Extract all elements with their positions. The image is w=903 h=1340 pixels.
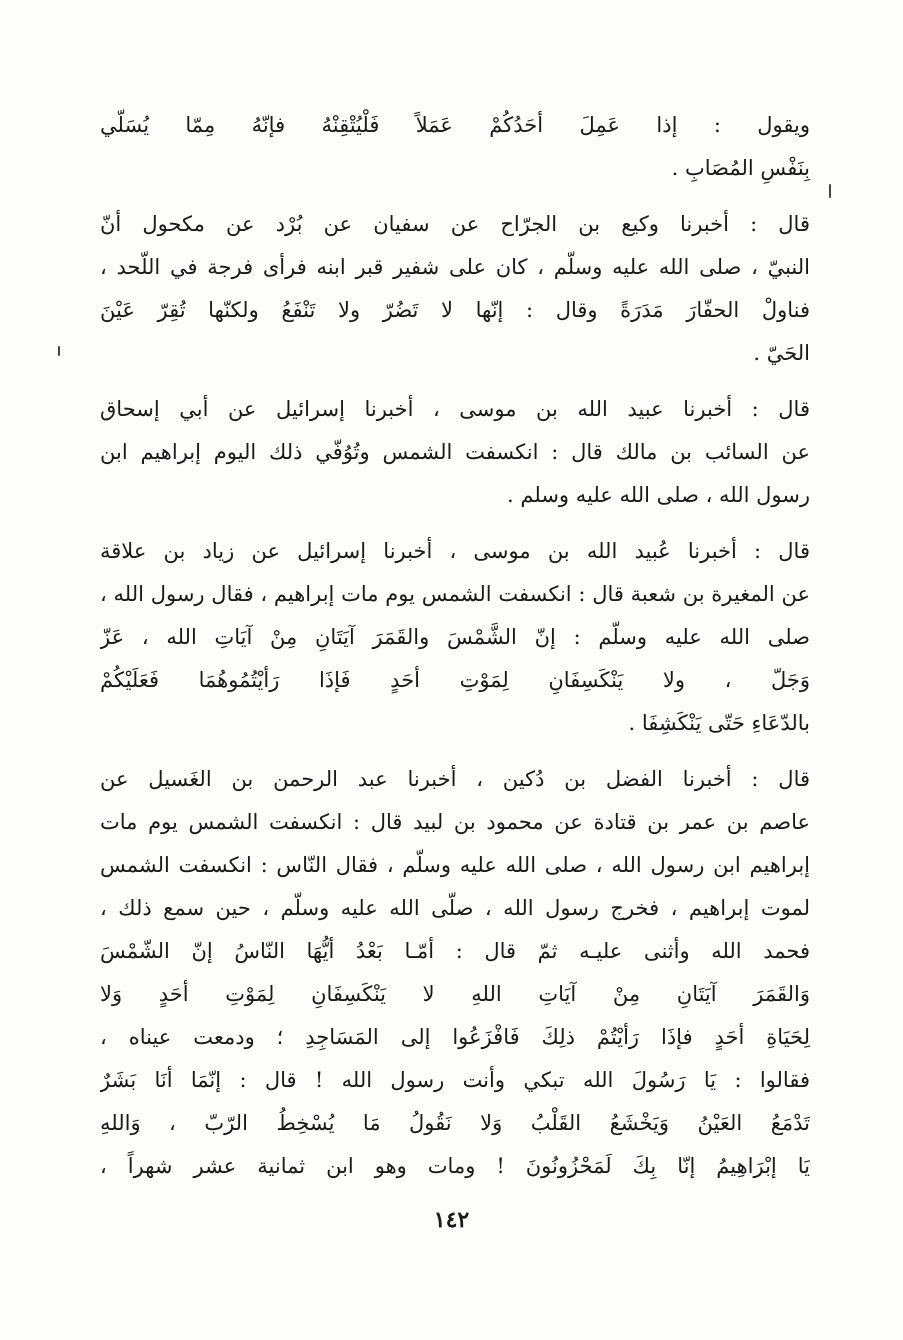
text-line: رسول الله ، صلى الله عليه وسلم . <box>507 483 810 507</box>
text-line: إبراهيم ابن رسول الله ، صلى الله عليه وسلّم ، فقال النّاس : انكسفت الشمس <box>100 853 810 877</box>
scan-speck <box>58 346 60 356</box>
text-line: يَا إبْرَاهِيمُ إنّا بِكَ لَمَحْزُونُونَ ! ومات وهو ابن ثمانية عشر شهراً ، <box>100 1154 810 1178</box>
text-line: عن المغيرة بن شعبة قال : انكسفت الشمس يوم مات إبراهيم ، فقال رسول الله ، <box>100 582 810 606</box>
text-line: تَدْمَعُ العَيْنُ وَيَخْشَعُ القَلْبُ وَلا نَقُولُ مَا يُسْخِطُ الرّبّ ، وَاللهِ <box>100 1111 810 1135</box>
scan-speck <box>829 184 831 198</box>
page-number: ١٤٢ <box>433 1207 470 1233</box>
text-line: لِحَيَاةِ أحَدٍ فإذَا رَأيْتُمْ ذلِكَ فَافْزَعُوا إلى المَسَاجِدِ ؛ ودمعت عيناه ، <box>100 1025 810 1049</box>
page-body-text <box>100 104 810 1201</box>
text-line: فحمد الله وأثنى عليـه ثمّ قال : أمّـا بَعْدُ أيُّهَا النّاسُ إنّ الشّمْسَ <box>100 939 810 963</box>
text-line: صلى الله عليه وسلّم : إنّ الشَّمْسَ والقَمَرَ آيَتَانِ مِنْ آيَاتِ الله ، عَزّ <box>100 625 810 649</box>
text-line: عاصم بن عمر بن قتادة عن محمود بن لبيد قال : انكسفت الشمس يوم مات <box>100 810 810 834</box>
text-line: ويقول : إذا عَمِلَ أحَدُكُمْ عَمَلاً فَلْيُتْقِنْهُ فإنّهُ مِمّا يُسَلّي <box>100 113 810 137</box>
paragraph <box>100 530 810 745</box>
text-line: قال : أخبرنا عُبيد الله بن موسى ، أخبرنا إسرائيل عن زياد بن علاقة <box>100 539 810 563</box>
text-line: بِنَفْسِ المُصَابِ . <box>671 156 810 180</box>
text-line: عن السائب بن مالك قال : انكسفت الشمس وتُوُفّي ذلك اليوم إبراهيم ابن <box>100 440 810 464</box>
text-line: النبيّ ، صلى الله عليه وسلّم ، كان على شفير قبر ابنه فرأى فرجة في اللّحد ، <box>100 255 810 279</box>
paragraph <box>100 758 810 1188</box>
paragraph <box>100 104 810 190</box>
text-line: الحَيّ . <box>753 341 810 365</box>
paragraph <box>100 203 810 375</box>
text-line: فناولْ الحفّارَ مَدَرَةً وقال : إنّها لا تَضُرّ ولا تَنْفَعُ ولكنّها تُقِرّ عَيْنَ <box>100 298 810 322</box>
text-line: لموت إبراهيم ، فخرج رسول الله ، صلّى الله عليه وسلّم ، حين سمع ذلك ، <box>100 896 810 920</box>
text-line: وَالقَمَرَ آيَتَانِ مِنْ آيَاتِ اللهِ لا يَنْكَسِفَانِ لِمَوْتِ أحَدٍ وَلا <box>100 982 810 1006</box>
text-line: قال : أخبرنا عبيد الله بن موسى ، أخبرنا إسرائيل عن أبي إسحاق <box>100 397 810 421</box>
text-line: بالدّعَاءِ حَتّى يَنْكَشِفَا . <box>628 711 810 735</box>
text-line: وَجَلّ ، ولا يَنْكَسِفَانِ لِمَوْتِ أحَدٍ فَإذَا رَأيْتُمُوهُمَا فَعَلَيْكُمْ <box>100 668 810 692</box>
text-line: قال : أخبرنا الفضل بن دُكين ، أخبرنا عبد الرحمن بن الغَسيل عن <box>100 767 810 791</box>
text-line: فقالوا : يَا رَسُولَ الله تبكي وأنت رسول الله ! قال : إنّمَا أنَا بَشَرٌ <box>100 1068 810 1092</box>
text-line: قال : أخبرنا وكيع بن الجرّاح عن سفيان عن بُرْد عن مكحول أنّ <box>100 212 810 236</box>
paragraph <box>100 388 810 517</box>
